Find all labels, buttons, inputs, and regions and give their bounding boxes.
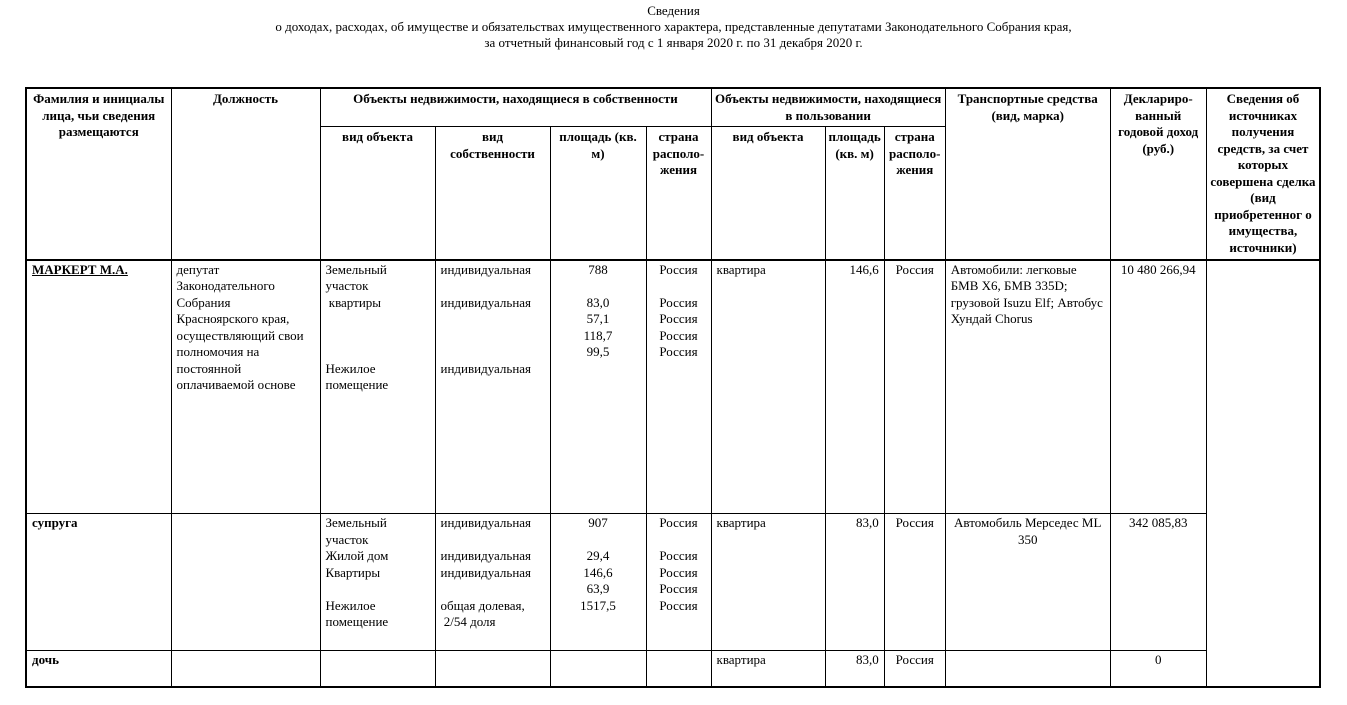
cell-line: 29,4: [586, 548, 610, 563]
cell-transport: Автомобили: легковые БМВ Х6, БМВ 335D; грузовой Isuzu Elf; Автобус Хундай Chorus: [945, 260, 1110, 514]
cell-line: помещение: [325, 614, 389, 629]
cell-line: квартира: [716, 261, 766, 277]
col-header-owned-country: страна располо-жения: [646, 127, 711, 260]
cell-line: 907: [588, 515, 608, 530]
cell-line: Россия: [895, 261, 934, 277]
cell-line: Квартиры: [325, 564, 381, 580]
cell-used-country: [884, 514, 945, 651]
table-row: [26, 260, 1320, 514]
cell-line: Россия: [895, 515, 934, 530]
col-header-transport: Транспортные средства (вид, марка): [945, 88, 1110, 260]
cell-line: Нежилое: [325, 597, 376, 613]
blank-line: [326, 344, 430, 361]
cell-line: 83,0: [586, 294, 610, 310]
cell-line: Россия: [659, 564, 698, 580]
blank-line: [441, 311, 545, 328]
cell-line: Россия: [659, 327, 698, 343]
cell-line: 146,6: [849, 261, 879, 277]
cell-line: 2/54 доля: [440, 614, 496, 629]
col-header-used-area: площадь (кв. м): [825, 127, 884, 260]
blank-line: [326, 581, 430, 598]
cell-line: 83,0: [855, 652, 879, 667]
blank-line: [441, 328, 545, 345]
col-header-owned-type: вид объекта: [320, 127, 435, 260]
cell-owned-type: [320, 651, 435, 687]
col-header-owned-ownership: вид собственности: [435, 127, 550, 260]
cell-line: Земельный: [325, 261, 387, 277]
blank-line: [326, 311, 430, 328]
col-header-used-country: страна располо-жения: [884, 127, 945, 260]
cell-line: 118,7: [583, 327, 613, 343]
cell-line: Россия: [659, 597, 698, 613]
cell-line: квартира: [716, 652, 766, 667]
col-header-used-group: Объекты недвижимости, находящиеся в пользовании: [711, 88, 945, 127]
cell-line: 83,0: [855, 515, 879, 530]
col-header-owned-area: площадь (кв. м): [550, 127, 646, 260]
cell-position: депутат Законодательного Собрания Красноярского края, осуществляющий свои полномочия на постоянной оплачиваемой основе: [171, 260, 320, 514]
cell-line: 1517,5: [580, 597, 616, 613]
document-heading: [0, 3, 1347, 51]
cell-owned-country: [646, 260, 711, 514]
cell-line: 99,5: [586, 344, 610, 359]
heading-subtitle: о доходах, расходах, об имуществе и обязательствах имущественного характера, представленные депутатами Законодательного Собрания края,: [275, 19, 1072, 34]
cell-used-area: [825, 651, 884, 687]
cell-line: общая долевая,: [440, 597, 525, 613]
cell-used-type: [711, 260, 825, 514]
cell-used-type: [711, 514, 825, 651]
cell-line: 788: [588, 261, 608, 277]
cell-line: Земельный: [325, 515, 387, 530]
cell-line: индивидуальная: [440, 515, 532, 530]
cell-owned-ownership: [435, 651, 550, 687]
blank-line: [441, 581, 545, 598]
cell-line: Россия: [659, 311, 698, 326]
cell-line: индивидуальная: [440, 548, 532, 563]
cell-position: [171, 514, 320, 651]
cell-transport: [945, 651, 1110, 687]
cell-used-country: [884, 260, 945, 514]
blank-line: [556, 278, 641, 295]
col-header-name: Фамилия и инициалы лица, чьи сведения размещаются: [26, 88, 171, 260]
person-name: МАРКЕРТ М.А.: [32, 261, 128, 277]
cell-line: 63,9: [586, 581, 610, 596]
col-header-income: Деклариро-ванный годовой доход (руб.): [1110, 88, 1206, 260]
cell-transport: Автомобиль Мерседес ML 350: [945, 514, 1110, 651]
cell-line: Россия: [659, 344, 698, 359]
cell-line: Россия: [895, 652, 934, 667]
cell-line: Россия: [659, 261, 698, 277]
cell-line: участок: [325, 278, 369, 293]
cell-line: Россия: [659, 294, 698, 310]
cell-used-country: [884, 651, 945, 687]
cell-line: 146,6: [583, 564, 613, 580]
table-row: [26, 651, 1320, 687]
cell-line: индивидуальная: [440, 261, 532, 277]
heading-period: за отчетный финансовый год с 1 января 2020 г. по 31 декабря 2020 г.: [484, 35, 863, 50]
blank-line: [652, 278, 706, 295]
col-header-used-type: вид объекта: [711, 127, 825, 260]
cell-line: помещение: [325, 377, 389, 392]
cell-name: супруга: [26, 514, 171, 651]
cell-position: [171, 651, 320, 687]
cell-used-area: [825, 514, 884, 651]
blank-line: [326, 328, 430, 345]
blank-line: [652, 532, 706, 549]
heading-title: Сведения: [647, 3, 700, 18]
cell-income: 10 480 266,94: [1110, 260, 1206, 514]
cell-owned-country: [646, 514, 711, 651]
col-header-sources: Сведения об источниках получения средств, за счет которых совершена сделка (вид приобретенног о имущества, источники): [1206, 88, 1320, 260]
cell-owned-area: [550, 260, 646, 514]
cell-income: 342 085,83: [1110, 514, 1206, 651]
table-row: [26, 514, 1320, 651]
cell-line: индивидуальная: [440, 294, 532, 310]
cell-line: квартира: [716, 515, 766, 530]
cell-owned-ownership: [435, 514, 550, 651]
cell-used-area: [825, 260, 884, 514]
col-header-owned-group: Объекты недвижимости, находящиеся в собственности: [320, 88, 711, 127]
col-header-position: Должность: [171, 88, 320, 260]
cell-line: участок: [325, 531, 369, 547]
cell-line: Россия: [659, 515, 698, 530]
cell-sources: [1206, 260, 1320, 687]
cell-owned-area: [550, 514, 646, 651]
declarations-table: [25, 87, 1321, 688]
cell-owned-type: [320, 260, 435, 514]
cell-income: 0: [1110, 651, 1206, 687]
cell-owned-country: [646, 651, 711, 687]
cell-owned-ownership: [435, 260, 550, 514]
cell-name: [26, 260, 171, 514]
blank-line: [441, 532, 545, 549]
cell-owned-type: [320, 514, 435, 651]
cell-line: индивидуальная: [440, 564, 532, 580]
cell-line: Россия: [659, 581, 698, 596]
cell-used-type: [711, 651, 825, 687]
cell-owned-area: [550, 651, 646, 687]
cell-line: индивидуальная: [440, 360, 532, 376]
blank-line: [441, 344, 545, 361]
blank-line: [556, 532, 641, 549]
cell-line: квартиры: [325, 294, 382, 310]
cell-name: дочь: [26, 651, 171, 687]
cell-line: Россия: [659, 548, 698, 563]
cell-line: Жилой дом: [325, 548, 389, 563]
cell-line: 57,1: [586, 311, 610, 326]
cell-line: Нежилое: [325, 360, 376, 376]
blank-line: [441, 278, 545, 295]
